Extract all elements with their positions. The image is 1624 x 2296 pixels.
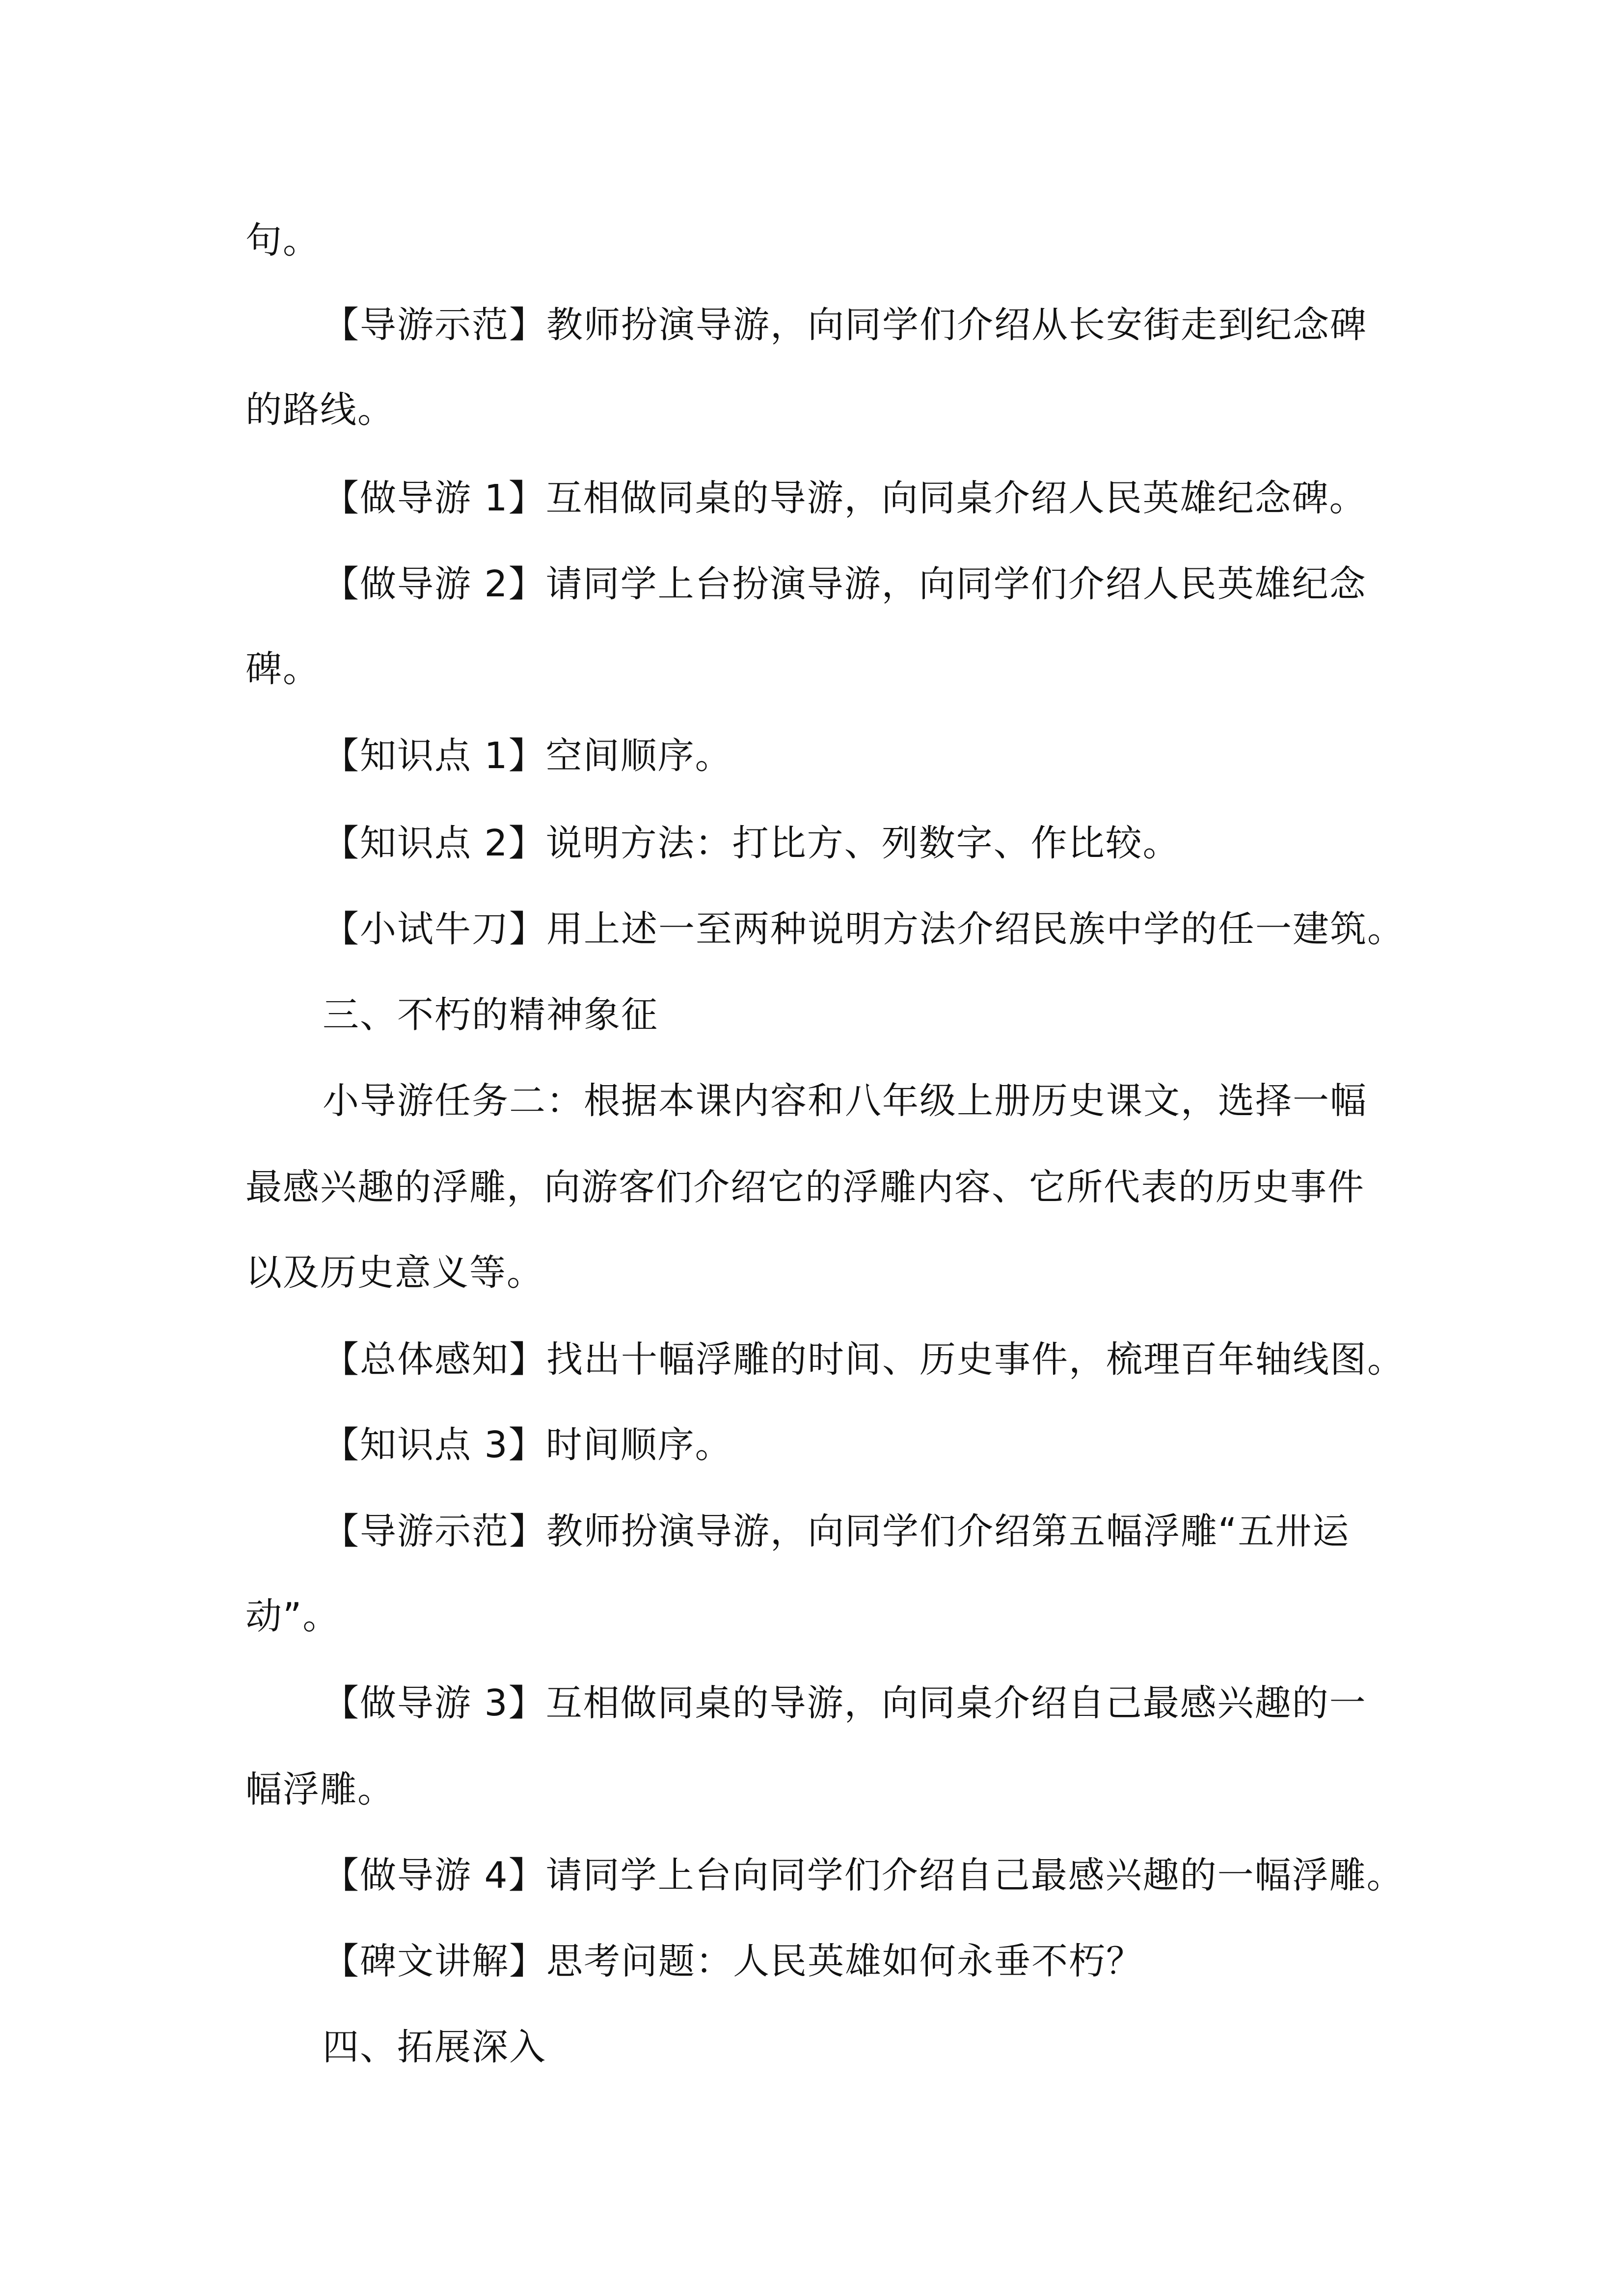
section-heading: 四、拓展深入	[323, 2026, 546, 2068]
text-line: 碑。	[245, 648, 320, 690]
text-line: 【导游示范】教师扮演导游，向同学们介绍第五幅浮雕“五卅运	[323, 1510, 1350, 1552]
text-line: 【知识点 2】说明方法：打比方、列数字、作比较。	[323, 822, 1180, 864]
section-heading: 三、不朽的精神象征	[323, 994, 658, 1036]
text-line: 的路线。	[245, 389, 395, 431]
text-line: 最感兴趣的浮雕，向游客们介绍它的浮雕内容、它所代表的历史事件	[245, 1166, 1365, 1208]
text-line: 以及历史意义等。	[245, 1252, 544, 1294]
text-line: 【导游示范】教师扮演导游，向同学们介绍从长安街走到纪念碑	[323, 304, 1367, 346]
text-line: 动”。	[245, 1595, 340, 1637]
text-line: 【碑文讲解】思考问题：人民英雄如何永垂不朽？	[323, 1940, 1143, 1982]
text-line: 幅浮雕。	[245, 1768, 395, 1811]
text-line: 小导游任务二：根据本课内容和八年级上册历史课文，选择一幅	[323, 1080, 1367, 1122]
text-line: 【做导游 2】请同学上台扮演导游，向同学们介绍人民英雄纪念	[323, 563, 1367, 605]
text-line: 【做导游 1】互相做同桌的导游，向同桌介绍人民英雄纪念碑。	[323, 477, 1367, 519]
text-line: 【知识点 1】空间顺序。	[323, 735, 732, 777]
text-line: 【小试牛刀】用上述一至两种说明方法介绍民族中学的任一建筑。	[323, 908, 1405, 950]
text-line: 【知识点 3】时间顺序。	[323, 1424, 732, 1466]
text-line: 【总体感知】找出十幅浮雕的时间、历史事件，梳理百年轴线图。	[323, 1338, 1405, 1381]
text-line: 【做导游 4】请同学上台向同学们介绍自己最感兴趣的一幅浮雕。	[323, 1854, 1404, 1896]
text-line: 句。	[245, 219, 320, 262]
text-line: 【做导游 3】互相做同桌的导游，向同桌介绍自己最感兴趣的一	[323, 1682, 1367, 1724]
